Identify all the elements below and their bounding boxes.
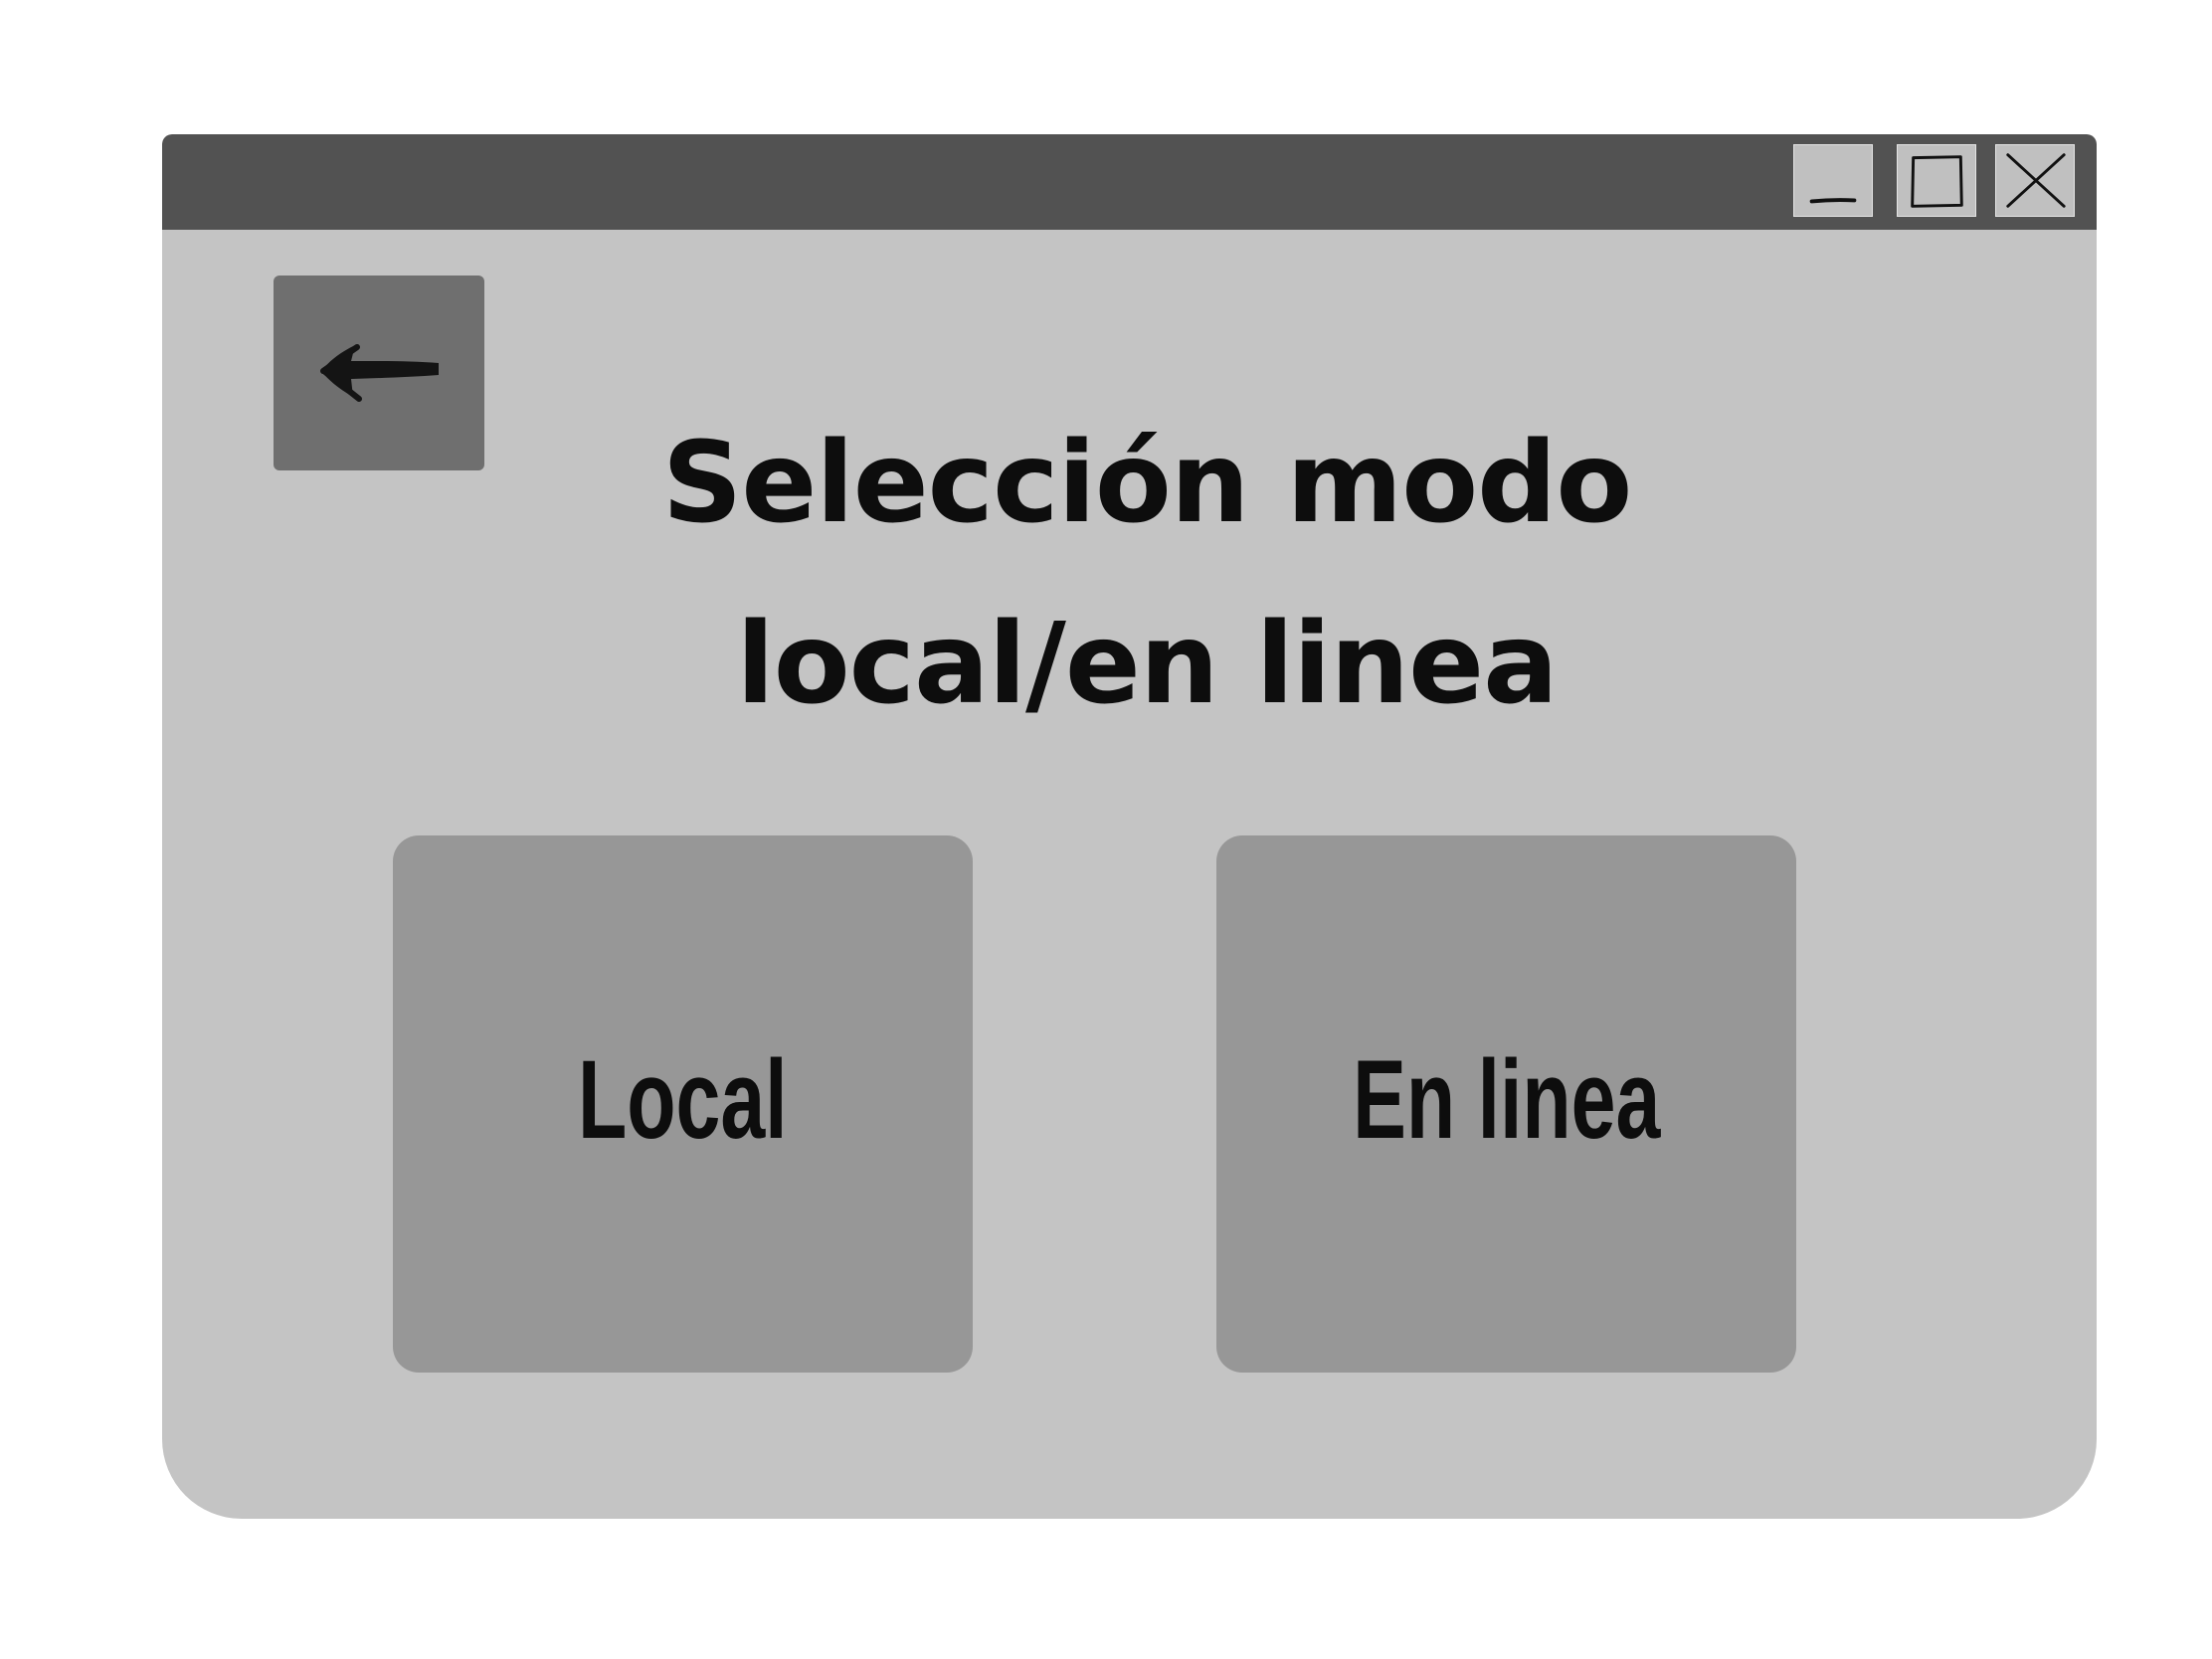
page-title-line-2: local/en linea [736, 600, 1558, 729]
app-window [162, 134, 2097, 1519]
page-title-line-1: Selección modo [661, 419, 1632, 548]
minimize-button[interactable] [1793, 144, 1873, 217]
back-button[interactable] [274, 276, 484, 470]
maximize-button[interactable] [1897, 144, 1976, 217]
minimize-icon [1794, 145, 1872, 216]
page-title [461, 393, 1833, 755]
online-mode-label: En linea [1352, 1036, 1661, 1162]
arrow-left-icon [274, 276, 484, 470]
local-mode-button[interactable] [393, 835, 973, 1373]
local-mode-label: Local [578, 1036, 788, 1162]
online-mode-button[interactable] [1216, 835, 1796, 1373]
close-icon [1996, 145, 2074, 216]
title-bar[interactable] [162, 134, 2097, 230]
close-button[interactable] [1995, 144, 2075, 217]
maximize-icon [1898, 145, 1975, 216]
